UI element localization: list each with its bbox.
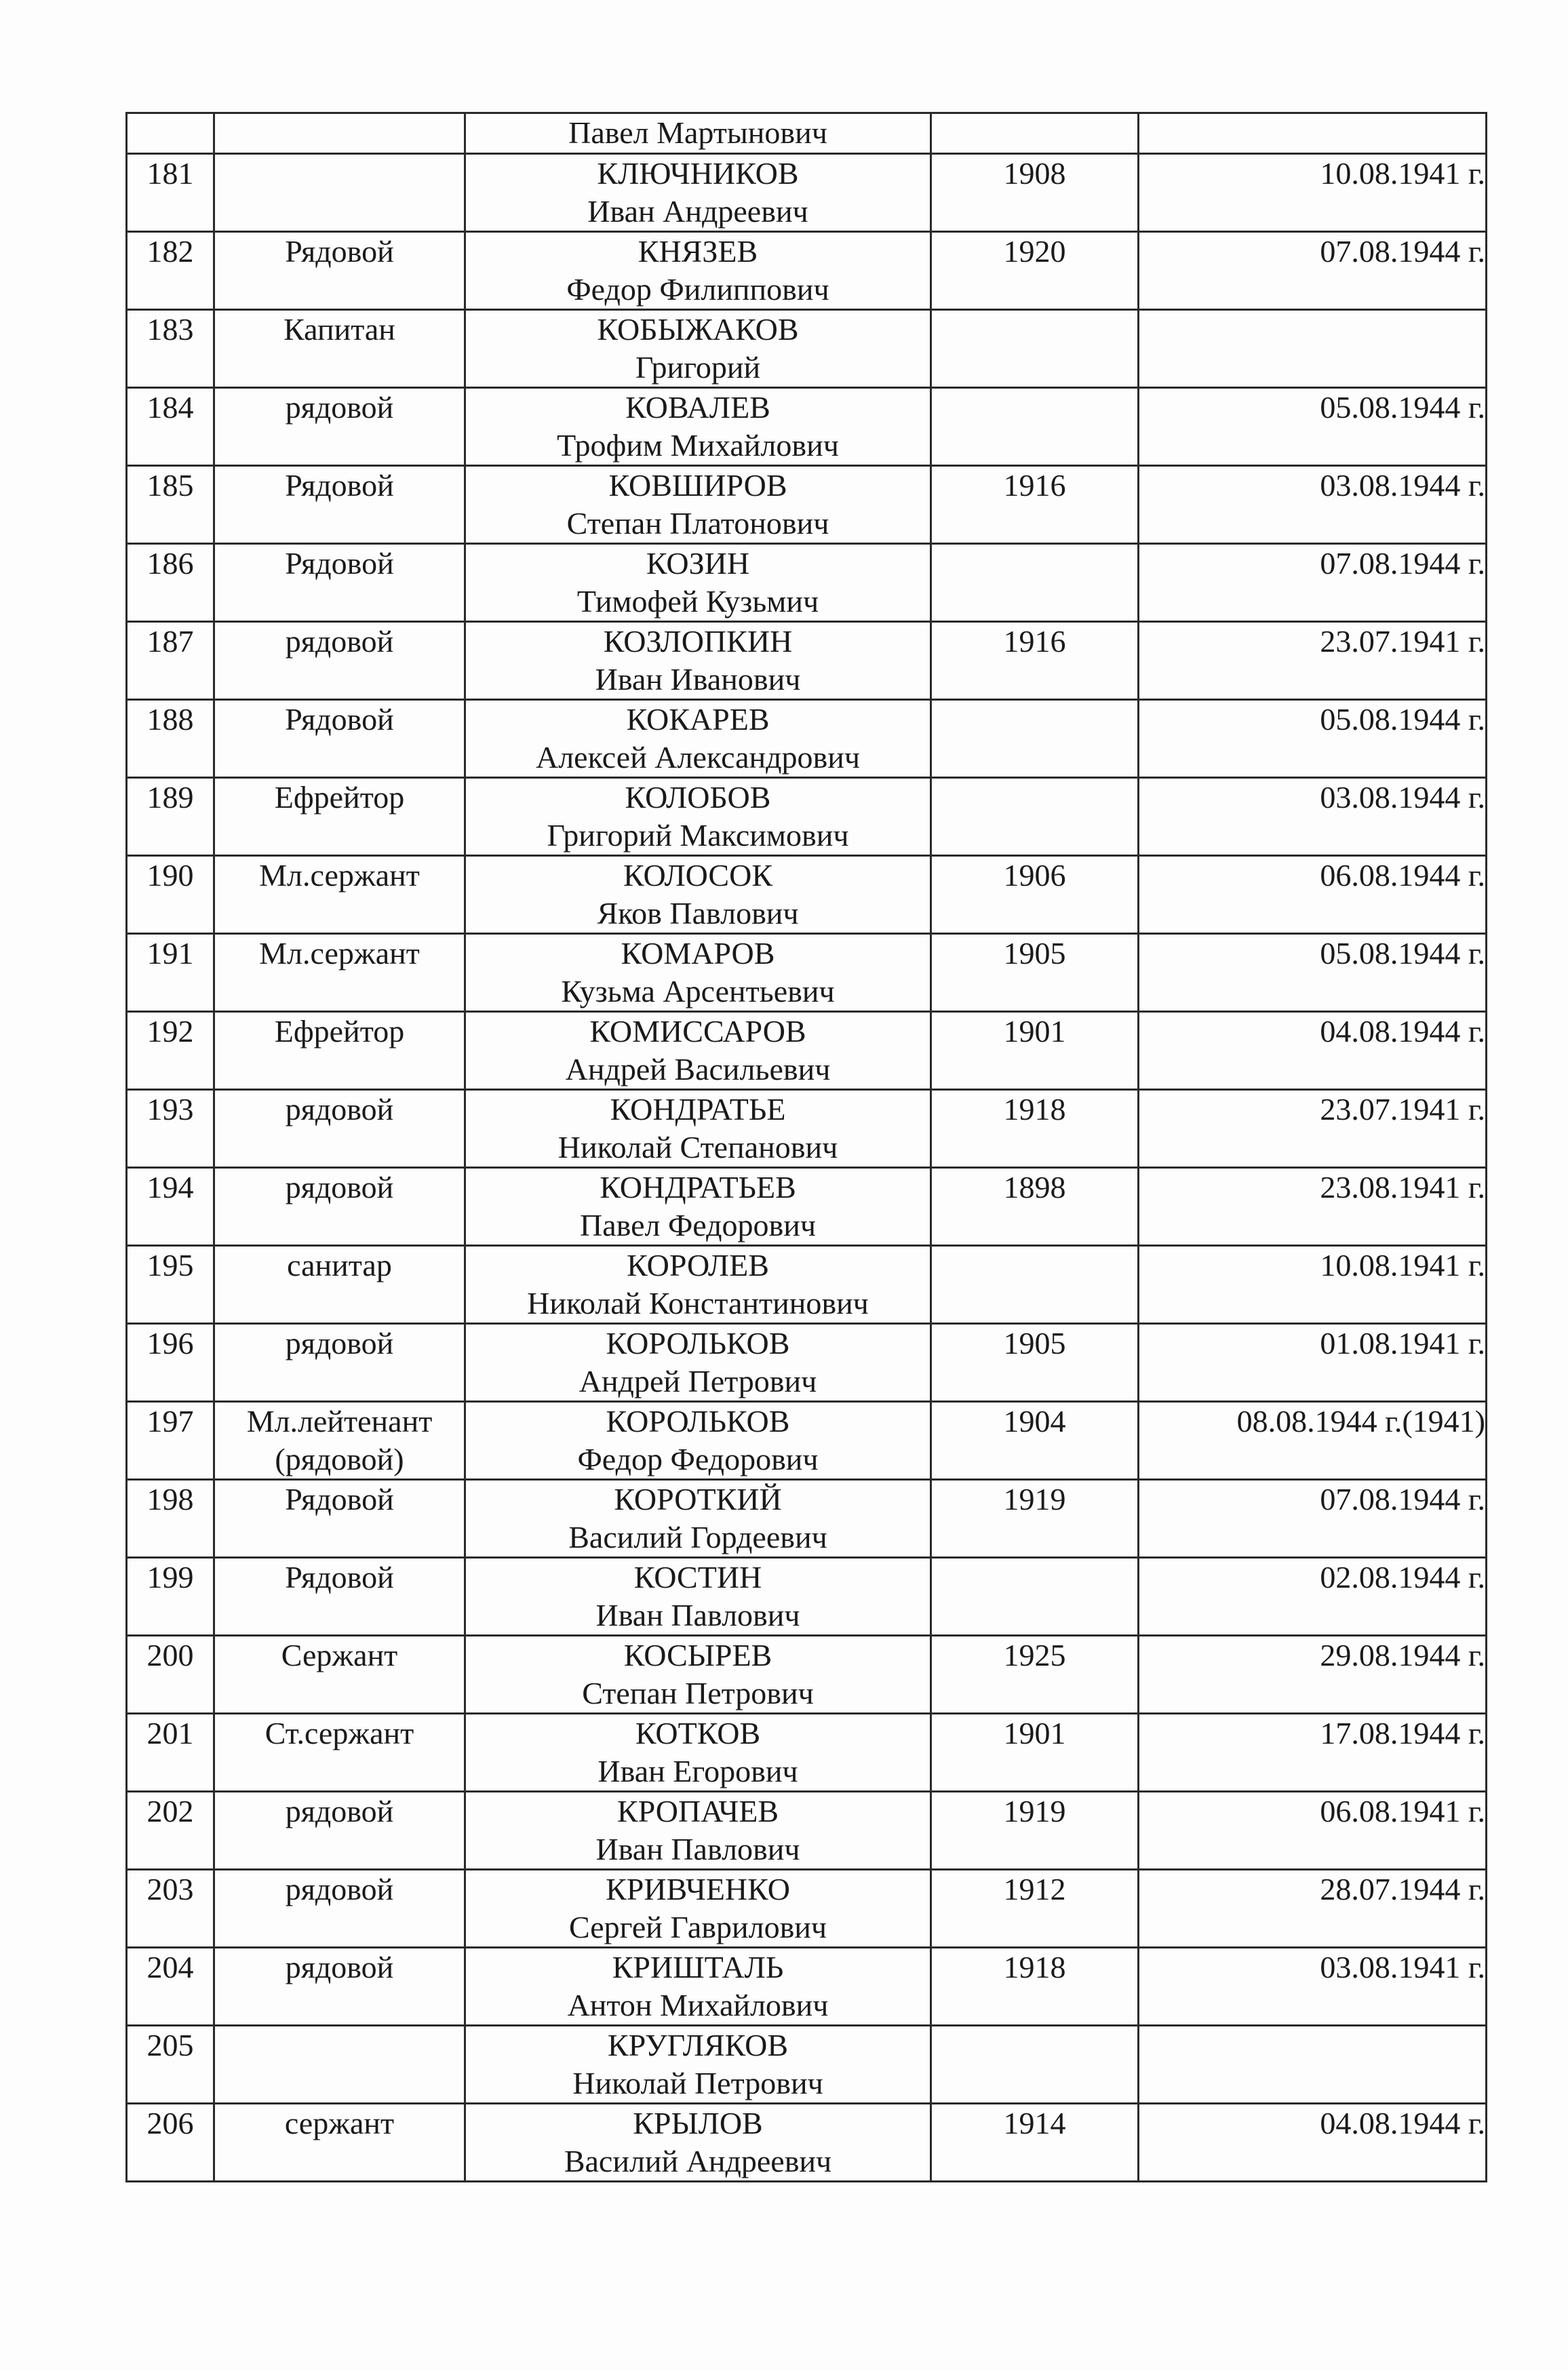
given-name: Василий Андреевич [564,2144,832,2178]
surname: КОВАЛЕВ [625,390,770,425]
given-name: Павел Федорович [580,1208,816,1242]
table-row [127,1480,1487,1558]
cell-rank: рядовой [214,1090,465,1168]
cell-name [465,700,931,778]
given-name: Василий Гордеевич [568,1520,827,1554]
given-name: Андрей Васильевич [565,1052,831,1086]
cell-name [465,1480,931,1558]
cell-name [465,310,931,388]
given-name: Андрей Петрович [579,1364,817,1398]
surname: КРИШТАЛЬ [612,1950,784,1984]
given-name: Трофим Михайлович [557,428,839,463]
cell-birth-year: 1914 [931,2104,1139,2182]
cell-date: 03.08.1941 г. [1139,1948,1487,2026]
cell-date: 05.08.1944 г. [1139,934,1487,1012]
surname: КОТКОВ [635,1716,761,1750]
cell-birth-year [931,1558,1139,1636]
cell-date [1139,113,1487,154]
cell-name [465,1870,931,1948]
cell-birth-year: 1918 [931,1090,1139,1168]
surname: КНЯЗЕВ [638,234,758,269]
given-name: Федор Федорович [577,1442,819,1476]
cell-rank [214,154,465,232]
cell-name [465,1636,931,1714]
given-name: Алексей Александрович [536,740,860,775]
cell-number: 205 [127,2026,214,2104]
table-row [127,2026,1487,2104]
given-name: Григорий [635,350,761,385]
cell-name [465,466,931,544]
table-row [127,778,1487,856]
cell-number [127,113,214,154]
cell-rank: рядовой [214,622,465,700]
surname: КОРОЛЬКОВ [606,1326,790,1360]
cell-date: 01.08.1941 г. [1139,1324,1487,1402]
cell-date: 06.08.1944 г. [1139,856,1487,934]
cell-date: 29.08.1944 г. [1139,1636,1487,1714]
cell-name [465,2026,931,2104]
cell-number: 193 [127,1090,214,1168]
cell-name [465,232,931,310]
cell-birth-year [931,778,1139,856]
cell-birth-year [931,2026,1139,2104]
cell-name [465,1012,931,1090]
cell-date: 05.08.1944 г. [1139,388,1487,466]
cell-date: 03.08.1944 г. [1139,466,1487,544]
cell-rank: Мл.лейтенант (рядовой) [214,1402,465,1480]
cell-number: 192 [127,1012,214,1090]
cell-number: 202 [127,1792,214,1870]
cell-rank: рядовой [214,1792,465,1870]
table-row [127,310,1487,388]
cell-birth-year: 1908 [931,154,1139,232]
cell-birth-year: 1904 [931,1402,1139,1480]
cell-birth-year: 1916 [931,466,1139,544]
cell-rank: Ст.сержант [214,1714,465,1792]
cell-name [465,544,931,622]
given-name: Николай Петрович [572,2066,823,2100]
casualty-list-table [125,112,1487,2182]
cell-birth-year: 1912 [931,1870,1139,1948]
cell-number: 189 [127,778,214,856]
cell-number: 195 [127,1246,214,1324]
cell-birth-year: 1918 [931,1948,1139,2026]
cell-number: 206 [127,2104,214,2182]
cell-date: 02.08.1944 г. [1139,1558,1487,1636]
cell-name [465,1714,931,1792]
cell-birth-year [931,700,1139,778]
given-name: Сергей Гаврилович [568,1910,827,1944]
cell-rank: Сержант [214,1636,465,1714]
cell-date: 05.08.1944 г. [1139,700,1487,778]
cell-name [465,1246,931,1324]
given-name: Тимофей Кузьмич [576,584,819,619]
cell-name [465,2104,931,2182]
surname: КОСТИН [633,1560,762,1594]
cell-date: 28.07.1944 г. [1139,1870,1487,1948]
cell-birth-year: 1919 [931,1480,1139,1558]
table-row [127,1870,1487,1948]
surname: КОЛОСОК [623,858,773,893]
cell-number: 194 [127,1168,214,1246]
cell-rank: санитар [214,1246,465,1324]
given-name: Павел Мартынович [568,115,827,150]
cell-rank: Рядовой [214,1480,465,1558]
surname: КОРОЛЕВ [627,1248,769,1282]
cell-name [465,1168,931,1246]
cell-date: 03.08.1944 г. [1139,778,1487,856]
cell-name [465,154,931,232]
table-row [127,466,1487,544]
given-name: Николай Степанович [557,1130,838,1164]
cell-rank: Ефрейтор [214,1012,465,1090]
surname: КРОПАЧЕВ [616,1794,779,1828]
table-row [127,1636,1487,1714]
table-row [127,1012,1487,1090]
cell-number: 182 [127,232,214,310]
cell-name [465,388,931,466]
cell-birth-year: 1905 [931,1324,1139,1402]
surname: КОВШИРОВ [608,468,787,503]
table-row [127,2104,1487,2182]
cell-birth-year: 1906 [931,856,1139,934]
cell-date: 06.08.1941 г. [1139,1792,1487,1870]
cell-birth-year [931,310,1139,388]
table-row [127,1558,1487,1636]
cell-rank: Рядовой [214,466,465,544]
table-row [127,232,1487,310]
cell-number: 196 [127,1324,214,1402]
given-name: Антон Михайлович [567,1988,829,2022]
cell-rank: Мл.сержант [214,856,465,934]
cell-number: 186 [127,544,214,622]
surname: КРИВЧЕНКО [606,1872,790,1906]
given-name: Степан Платонович [566,506,829,541]
given-name: Федор Филиппович [566,272,829,307]
cell-rank: Рядовой [214,1558,465,1636]
cell-birth-year [931,1246,1139,1324]
surname: КОСЫРЕВ [623,1638,772,1672]
cell-number: 201 [127,1714,214,1792]
cell-number: 204 [127,1948,214,2026]
table-body [127,113,1487,2182]
cell-number: 203 [127,1870,214,1948]
surname: КОЗЛОПКИН [603,624,793,659]
cell-date [1139,310,1487,388]
cell-number: 199 [127,1558,214,1636]
table-row [127,1402,1487,1480]
given-name: Григорий Максимович [547,818,849,853]
surname: КОКАРЕВ [626,702,770,737]
cell-rank [214,2026,465,2104]
cell-date: 23.07.1941 г. [1139,1090,1487,1168]
cell-rank: Рядовой [214,232,465,310]
cell-rank: рядовой [214,1324,465,1402]
given-name: Яков Павлович [597,896,799,930]
cell-number: 185 [127,466,214,544]
cell-birth-year: 1898 [931,1168,1139,1246]
cell-name [465,622,931,700]
cell-date: 08.08.1944 г.(1941) [1139,1402,1487,1480]
cell-rank: Рядовой [214,700,465,778]
cell-rank: рядовой [214,1168,465,1246]
cell-birth-year: 1905 [931,934,1139,1012]
cell-name [465,1402,931,1480]
surname: КОРОЛЬКОВ [606,1404,790,1438]
cell-name [465,1324,931,1402]
cell-rank: рядовой [214,1870,465,1948]
table-row [127,934,1487,1012]
cell-birth-year: 1925 [931,1636,1139,1714]
surname: КОЛОБОВ [625,780,771,815]
cell-name [465,1558,931,1636]
table-row-continuation [127,113,1487,154]
surname: КОМИССАРОВ [589,1014,806,1049]
cell-birth-year [931,544,1139,622]
surname: КОНДРАТЬЕВ [600,1170,796,1204]
cell-name [465,1090,931,1168]
table-row [127,544,1487,622]
cell-rank: рядовой [214,388,465,466]
cell-date: 10.08.1941 г. [1139,1246,1487,1324]
table-row [127,1714,1487,1792]
cell-number: 187 [127,622,214,700]
given-name: Иван Иванович [595,662,801,697]
cell-date: 04.08.1944 г. [1139,2104,1487,2182]
cell-number: 198 [127,1480,214,1558]
cell-rank [214,113,465,154]
cell-date: 07.08.1944 г. [1139,1480,1487,1558]
cell-number: 190 [127,856,214,934]
cell-rank: сержант [214,2104,465,2182]
cell-birth-year: 1919 [931,1792,1139,1870]
surname: КОНДРАТЬЕ [610,1092,786,1126]
given-name: Иван Егорович [597,1754,798,1788]
surname: КРУГЛЯКОВ [607,2028,789,2062]
table-row [127,1168,1487,1246]
cell-birth-year: 1920 [931,232,1139,310]
cell-number: 197 [127,1402,214,1480]
cell-birth-year: 1901 [931,1714,1139,1792]
given-name: Иван Павлович [595,1832,800,1866]
cell-name [465,1948,931,2026]
table-row [127,1090,1487,1168]
cell-birth-year: 1901 [931,1012,1139,1090]
cell-name [465,113,931,154]
cell-rank: рядовой [214,1948,465,2026]
table-row [127,1246,1487,1324]
given-name: Кузьма Арсентьевич [561,974,835,1008]
cell-date: 23.07.1941 г. [1139,622,1487,700]
given-name: Иван Андреевич [587,194,808,229]
surname: КОЗИН [646,546,750,581]
table-row [127,1948,1487,2026]
cell-birth-year [931,388,1139,466]
cell-number: 183 [127,310,214,388]
cell-date: 07.08.1944 г. [1139,232,1487,310]
surname: КОБЫЖАКОВ [597,312,799,347]
cell-name [465,1792,931,1870]
given-name: Николай Константинович [527,1286,869,1320]
table-row [127,700,1487,778]
surname: КЛЮЧНИКОВ [597,156,799,191]
cell-date: 23.08.1941 г. [1139,1168,1487,1246]
cell-birth-year [931,113,1139,154]
cell-date: 17.08.1944 г. [1139,1714,1487,1792]
given-name: Иван Павлович [595,1598,800,1632]
cell-date [1139,2026,1487,2104]
surname: КРЫЛОВ [633,2106,763,2140]
cell-birth-year: 1916 [931,622,1139,700]
cell-number: 184 [127,388,214,466]
surname: КОРОТКИЙ [614,1482,782,1516]
cell-rank: Мл.сержант [214,934,465,1012]
cell-number: 181 [127,154,214,232]
cell-name [465,856,931,934]
cell-number: 191 [127,934,214,1012]
cell-name [465,934,931,1012]
cell-name [465,778,931,856]
table-row [127,622,1487,700]
table-row [127,388,1487,466]
cell-number: 200 [127,1636,214,1714]
cell-rank: Капитан [214,310,465,388]
cell-date: 10.08.1941 г. [1139,154,1487,232]
cell-date: 04.08.1944 г. [1139,1012,1487,1090]
given-name: Степан Петрович [582,1676,814,1710]
cell-date: 07.08.1944 г. [1139,544,1487,622]
table-row [127,1792,1487,1870]
table-row [127,856,1487,934]
cell-number: 188 [127,700,214,778]
surname: КОМАРОВ [621,936,775,971]
cell-rank: Ефрейтор [214,778,465,856]
cell-rank: Рядовой [214,544,465,622]
table-row [127,154,1487,232]
table-row [127,1324,1487,1402]
